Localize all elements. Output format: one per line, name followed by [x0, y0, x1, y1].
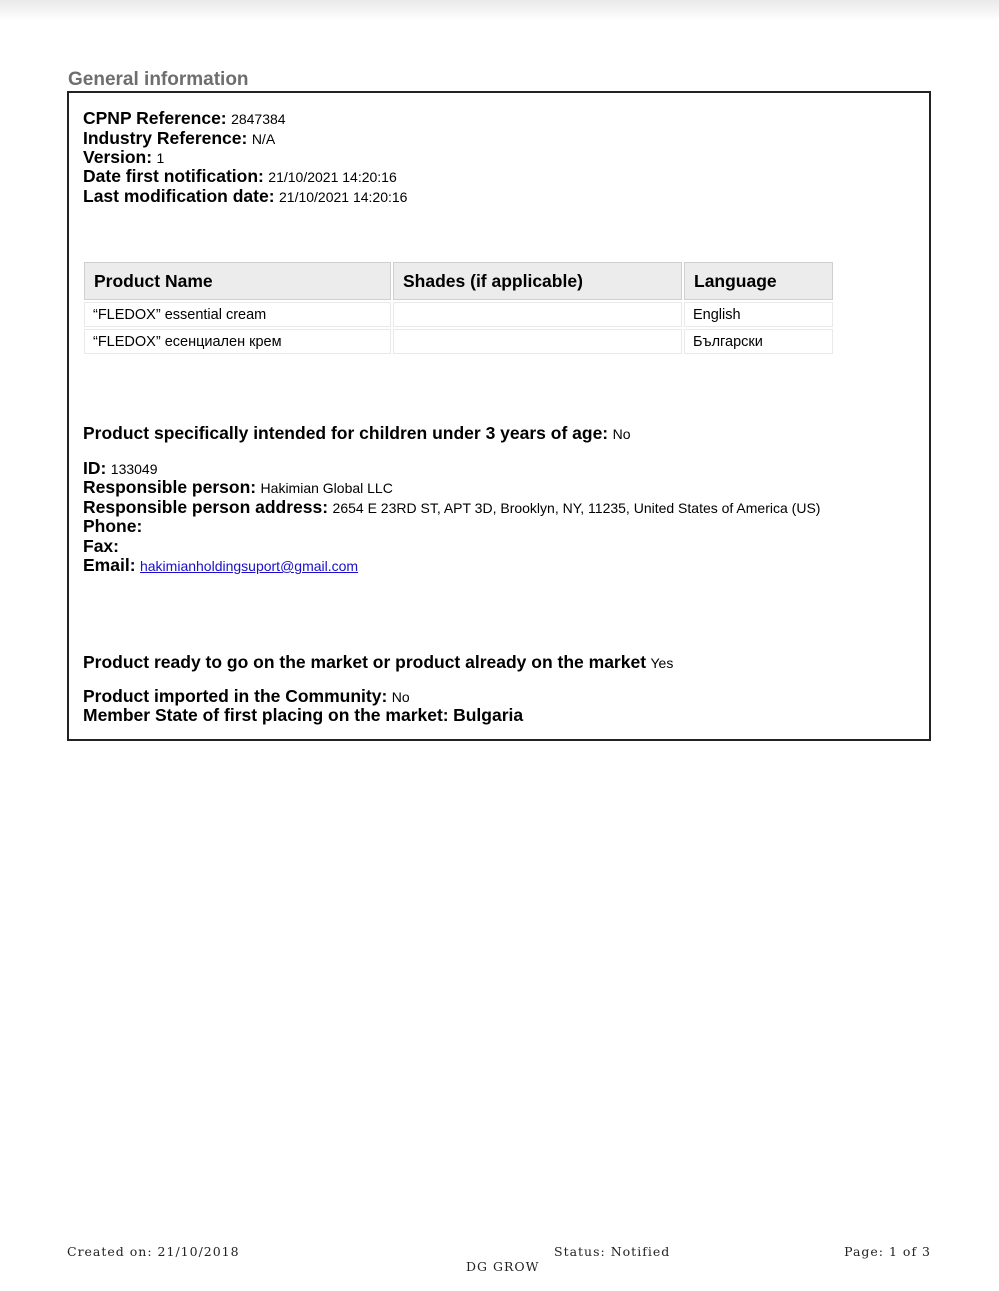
footer-page-number: Page: 1 of 3 [844, 1244, 931, 1259]
children-under-3-value: No [612, 426, 631, 442]
fax-label: Fax: [83, 536, 119, 556]
imported-value: No [391, 689, 410, 705]
member-state-row [83, 705, 523, 727]
email-row [83, 555, 358, 577]
imported-label: Product imported in the Community: [83, 686, 388, 706]
shades-cell [393, 329, 682, 354]
phone-label: Phone: [83, 516, 143, 536]
language-cell: Български [684, 329, 833, 354]
responsible-person-address-value: 2654 E 23RD ST, APT 3D, Brooklyn, NY, 11235, United States of America (US) [332, 500, 821, 516]
date-first-notification-row [83, 166, 397, 188]
column-header-language: Language [684, 262, 833, 300]
cpnp-reference-label: CPNP Reference: [83, 108, 227, 128]
version-label: Version: [83, 147, 153, 167]
date-first-notification-label: Date first notification: [83, 166, 264, 186]
responsible-person-row [83, 477, 393, 499]
date-first-notification-value: 21/10/2021 14:20:16 [268, 169, 397, 185]
responsible-person-label: Responsible person: [83, 477, 257, 497]
rp-id-label: ID: [83, 458, 107, 478]
responsible-person-address-label: Responsible person address: [83, 497, 329, 517]
last-modification-date-value: 21/10/2021 14:20:16 [279, 189, 408, 205]
footer-org: DG GROW [466, 1259, 540, 1274]
footer-status: Status: Notified [554, 1244, 671, 1259]
phone-row [83, 516, 142, 538]
rp-id-value: 133049 [110, 461, 158, 477]
column-header-product-name: Product Name [84, 262, 391, 300]
footer-created-on: Created on: 21/10/2018 [67, 1244, 240, 1259]
responsible-person-address-row [83, 497, 820, 519]
industry-reference-label: Industry Reference: [83, 128, 248, 148]
viewer-top-shadow [0, 0, 999, 20]
children-under-3-label: Product specifically intended for children under 3 years of age: [83, 423, 609, 443]
products-table [82, 260, 835, 356]
column-header-shades: Shades (if applicable) [393, 262, 682, 300]
market-ready-label: Product ready to go on the market or product already on the market [83, 652, 647, 672]
market-ready-row [83, 652, 673, 674]
cpnp-reference-row [83, 108, 286, 130]
table-row [84, 302, 833, 327]
section-title: General information [68, 69, 249, 90]
cpnp-reference-value: 2847384 [231, 111, 286, 127]
general-information-panel [67, 91, 931, 741]
table-row [84, 329, 833, 354]
children-under-3-row [83, 423, 631, 445]
last-modification-date-row [83, 186, 407, 208]
language-cell: English [684, 302, 833, 327]
last-modification-date-label: Last modification date: [83, 186, 275, 206]
member-state-label: Member State of first placing on the market: [83, 705, 449, 725]
responsible-person-value: Hakimian Global LLC [260, 480, 393, 496]
industry-reference-value: N/A [251, 131, 276, 147]
shades-cell [393, 302, 682, 327]
email-label: Email: [83, 555, 136, 575]
product-name-cell: “FLEDOX” есенциален крем [84, 329, 391, 354]
product-name-cell: “FLEDOX” essential cream [84, 302, 391, 327]
email-link[interactable]: hakimianholdingsuport@gmail.com [139, 558, 359, 574]
products-table-header-row [84, 262, 833, 300]
member-state-value: Bulgaria [453, 705, 524, 725]
version-value: 1 [156, 150, 165, 166]
market-ready-value: Yes [650, 655, 674, 671]
